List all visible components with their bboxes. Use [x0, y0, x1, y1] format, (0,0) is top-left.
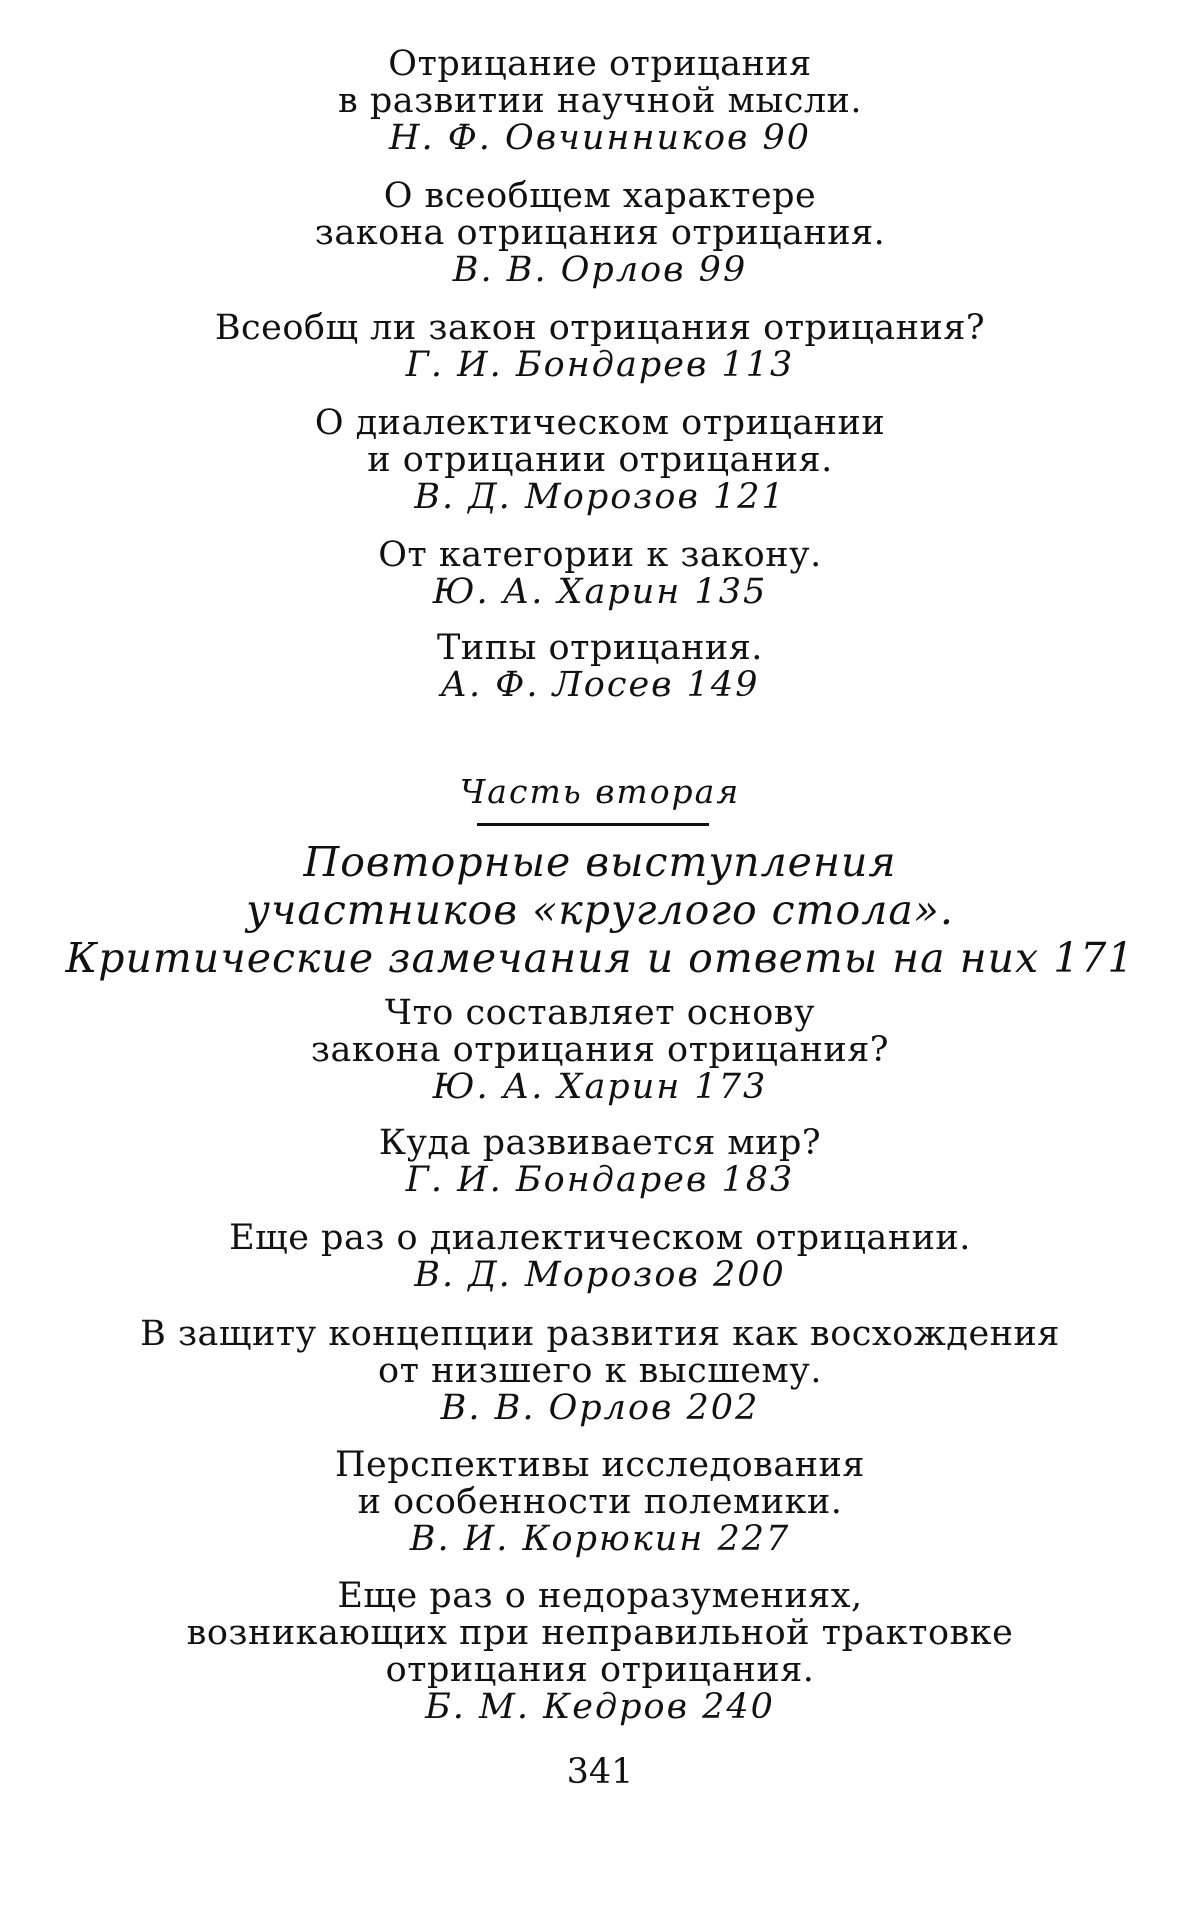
toc-entry-title: От категории к закону.: [378, 535, 822, 575]
part-title: [0, 838, 1200, 982]
part-title-line: Критические замечания и ответы на них 171: [65, 934, 1135, 982]
toc-entry: [0, 1447, 1200, 1558]
toc-entry-title: Типы отрицания.: [437, 628, 763, 668]
toc-entry-author: Б. М. Кедров 240: [425, 1687, 775, 1727]
part-divider: [477, 823, 709, 826]
toc-entry-author: Г. И. Бондарев 113: [405, 345, 795, 385]
toc-entry-title: Отрицание отрицания: [388, 44, 812, 84]
toc-entry-title: и особенности полемики.: [357, 1482, 843, 1522]
toc-entry-title: Еще раз о диалектическом отрицании.: [229, 1218, 971, 1258]
toc-entry: [0, 46, 1200, 157]
toc-entry-author: В. Д. Морозов 121: [414, 477, 786, 517]
toc-entry: [0, 178, 1200, 289]
part-title-line: участников «круглого стола».: [246, 886, 954, 934]
toc-entry-author: В. В. Орлов 99: [452, 250, 748, 290]
part-title-line: Повторные выступления: [303, 838, 897, 886]
toc-entry-title: закона отрицания отрицания?: [310, 1030, 890, 1070]
toc-entry-author: Ю. А. Харин 135: [432, 572, 768, 612]
part-label: Часть вторая: [459, 772, 741, 811]
toc-entry-title: закона отрицания отрицания.: [314, 213, 886, 253]
toc-entry-author: Ю. А. Харин 173: [432, 1067, 768, 1107]
toc-entry: [0, 537, 1200, 611]
page-number: 341: [566, 1752, 634, 1792]
toc-entry-title: О диалектическом отрицании: [314, 403, 886, 443]
toc-entry-title: О всеобщем характере: [383, 176, 817, 216]
toc-entry: [0, 310, 1200, 384]
toc-entry-title: возникающих при неправильной трактовке: [186, 1613, 1014, 1653]
toc-entry-author: В. И. Корюкин 227: [409, 1519, 791, 1559]
toc-entry-title: Еще раз о недоразумениях,: [337, 1576, 863, 1616]
toc-entry-title: В защиту концепции развития как восхождения: [140, 1314, 1060, 1354]
toc-entry-author: А. Ф. Лосев 149: [440, 665, 760, 705]
toc-entry: [0, 995, 1200, 1106]
toc-entry-author: В. В. Орлов 202: [440, 1388, 760, 1428]
toc-entry: [0, 1220, 1200, 1294]
toc-entry-title: Всеобщ ли закон отрицания отрицания?: [214, 308, 986, 348]
toc-entry: [0, 1578, 1200, 1726]
toc-entry: [0, 630, 1200, 704]
toc-entry-title: Куда развивается мир?: [378, 1123, 822, 1163]
toc-entry-title: и отрицании отрицания.: [367, 440, 833, 480]
toc-entry-title: Что составляет основу: [384, 993, 816, 1033]
toc-entry-author: Г. И. Бондарев 183: [405, 1160, 795, 1200]
toc-entry: [0, 1125, 1200, 1199]
toc-entry-title: от низшего к высшему.: [378, 1351, 822, 1391]
toc-entry-title: отрицания отрицания.: [385, 1650, 815, 1690]
toc-entry: [0, 405, 1200, 516]
toc-entry-author: В. Д. Морозов 200: [414, 1255, 786, 1295]
toc-entry-author: Н. Ф. Овчинников 90: [388, 118, 812, 158]
toc-entry: [0, 1316, 1200, 1427]
toc-entry-title: Перспективы исследования: [335, 1445, 865, 1485]
toc-entry-title: в развитии научной мысли.: [337, 81, 863, 121]
